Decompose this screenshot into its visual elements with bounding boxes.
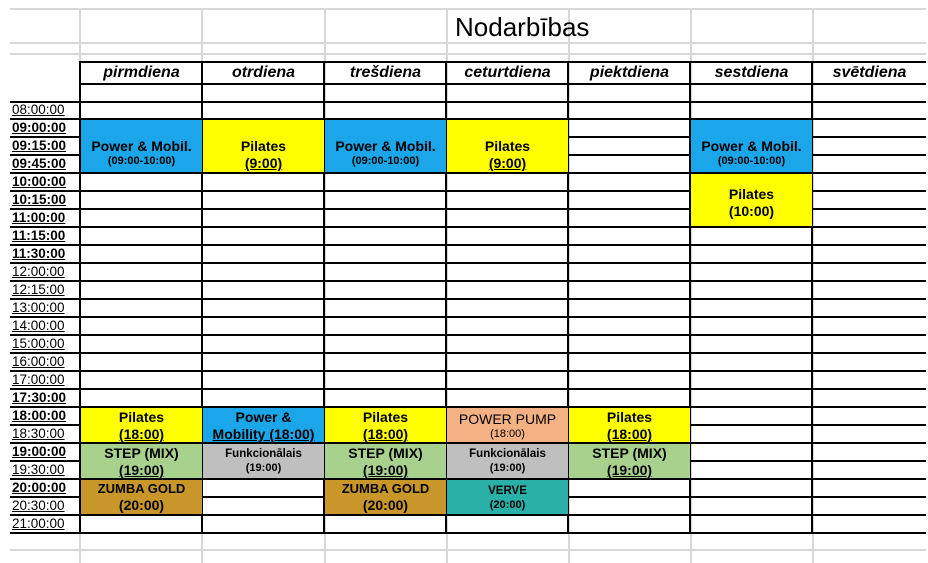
time-label: 12:00:00 [12, 264, 65, 279]
class-block-pilates[interactable] [691, 174, 812, 226]
class-name: Pilates [362, 409, 409, 425]
class-time: (19:00) [245, 462, 282, 474]
day-header: trešdiena [349, 64, 422, 81]
class-time: (09:00-10:00) [717, 155, 786, 167]
day-header: sestdiena [714, 64, 789, 81]
class-name: VERVE [488, 485, 527, 497]
time-label: 09:00:00 [12, 120, 67, 135]
time-label: 15:00:00 [12, 336, 65, 351]
time-label: 18:30:00 [12, 426, 65, 441]
class-name: Pilates [240, 138, 287, 154]
class-block-power-pump[interactable] [447, 408, 568, 442]
time-label: 12:15:00 [12, 282, 65, 297]
day-header: svētdiena [832, 64, 907, 81]
time-label: 09:15:00 [12, 138, 67, 153]
class-name: Pilates [606, 409, 653, 425]
table-row-border [10, 388, 926, 390]
class-block-verve[interactable] [447, 480, 568, 514]
class-name: Pilates [118, 409, 165, 425]
class-name: Power & [235, 409, 292, 425]
class-block-pilates[interactable] [325, 408, 446, 442]
class-time: (18:00) [362, 426, 409, 442]
time-label: 17:00:00 [12, 372, 65, 387]
class-block-power-mobility[interactable] [325, 120, 446, 172]
gridline [10, 53, 926, 55]
time-label: 18:00:00 [12, 408, 67, 423]
table-row-border [10, 514, 926, 516]
time-label: 11:30:00 [12, 246, 66, 261]
time-label: 19:30:00 [12, 462, 65, 477]
gridline [10, 8, 926, 10]
class-block-power-mobility[interactable] [691, 120, 812, 172]
time-label: 19:00:00 [12, 444, 67, 459]
class-time: Mobility (18:00) [212, 426, 315, 442]
table-row-border [79, 83, 926, 85]
class-name: ZUMBA GOLD [341, 481, 430, 496]
time-label: 17:30:00 [12, 390, 67, 405]
class-block-zumba-gold[interactable] [325, 480, 446, 514]
class-time: (09:00-10:00) [107, 155, 176, 167]
table-row-border [10, 532, 926, 534]
class-name: STEP (MIX) [104, 445, 179, 461]
class-time: (19:00) [362, 462, 409, 478]
class-block-functional[interactable] [447, 444, 568, 478]
day-header: otrdiena [231, 64, 296, 81]
class-block-pilates[interactable] [569, 408, 690, 442]
table-row-border [10, 298, 926, 300]
time-label: 20:30:00 [12, 498, 65, 513]
class-block-functional[interactable] [203, 444, 324, 478]
table-row-border [10, 262, 926, 264]
time-label: 14:00:00 [12, 318, 65, 333]
class-name: STEP (MIX) [348, 445, 423, 461]
class-block-power-mobility[interactable] [81, 120, 202, 172]
time-label: 13:00:00 [12, 300, 65, 315]
class-time: (18:00) [490, 428, 525, 440]
class-block-step[interactable] [569, 444, 690, 478]
table-row-border [10, 244, 926, 246]
class-time: (19:00) [606, 462, 653, 478]
table-row-border [10, 280, 926, 282]
class-block-power-mobility[interactable] [203, 408, 324, 442]
time-label: 11:15:00 [12, 228, 66, 243]
time-label: 08:00:00 [12, 102, 65, 117]
table-row-border [10, 101, 926, 103]
table-row-border [10, 352, 926, 354]
class-block-zumba-gold[interactable] [81, 480, 202, 514]
class-name: Funkcionālais [225, 448, 302, 460]
class-block-pilates[interactable] [447, 120, 568, 172]
class-name: POWER PUMP [458, 411, 557, 427]
class-time: (18:00) [606, 426, 653, 442]
time-label: 09:45:00 [12, 156, 67, 171]
day-header: pirmdiena [103, 64, 180, 81]
class-name: Power & Mobil. [91, 138, 192, 154]
time-label: 11:00:00 [12, 210, 66, 225]
time-label: 10:15:00 [12, 192, 67, 207]
table-row-border [10, 334, 926, 336]
class-block-step[interactable] [325, 444, 446, 478]
class-block-pilates[interactable] [81, 408, 202, 442]
class-time: (20:00) [362, 497, 409, 513]
class-block-step[interactable] [81, 444, 202, 478]
class-name: Power & Mobil. [701, 138, 802, 154]
table-row-border [10, 226, 926, 228]
class-name: ZUMBA GOLD [97, 481, 186, 496]
gridline [10, 549, 926, 551]
class-name: Funkcionālais [469, 448, 546, 460]
class-time: (20:00) [489, 499, 526, 511]
class-time: (20:00) [118, 497, 165, 513]
class-time: (09:00-10:00) [351, 155, 420, 167]
class-time: (9:00) [488, 155, 527, 171]
class-block-pilates[interactable] [203, 120, 324, 172]
class-time: (19:00) [489, 462, 526, 474]
time-label: 21:00:00 [12, 516, 65, 531]
class-name: Pilates [728, 186, 775, 202]
class-time: (9:00) [244, 155, 283, 171]
table-row-border [10, 370, 926, 372]
time-label: 16:00:00 [12, 354, 65, 369]
class-name: STEP (MIX) [592, 445, 667, 461]
table-row-border [10, 316, 926, 318]
page-title: Nodarbības [455, 12, 590, 42]
class-time: (18:00) [118, 426, 165, 442]
class-name: Pilates [484, 138, 531, 154]
time-label: 20:00:00 [12, 480, 67, 495]
time-label: 10:00:00 [12, 174, 67, 189]
class-time: (10:00) [728, 203, 775, 219]
class-time: (19:00) [118, 462, 165, 478]
day-header: ceturtdiena [464, 64, 551, 81]
class-name: Power & Mobil. [335, 138, 436, 154]
day-header: piektdiena [589, 64, 670, 81]
